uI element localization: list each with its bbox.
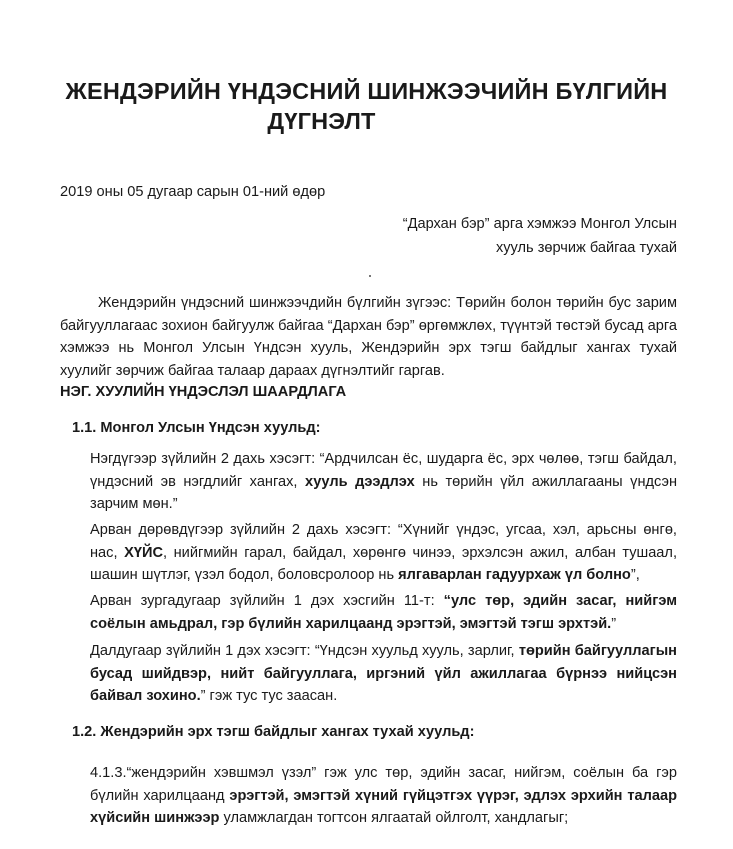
section-1-heading: НЭГ. ХУУЛИЙН ҮНДЭСЛЭЛ ШААРДЛАГА [60, 384, 347, 400]
q1-text-a: Нэгдүгээр зүйлийн 2 дахь хэсэгт: “Ардчилсан ёс, шударга ёс, эрх чөлөө, тэгш байдал, үндэсний эв нэгдлийг хангах, [90, 451, 677, 490]
constitution-article-1-quote [90, 448, 677, 516]
intro-paragraph: Жендэрийн үндэсний шинжээчдийн бүлгийн зүгээс: Төрийн болон төрийн бус зарим байгууллагаас зохион байгуулж байгаа “Дархан бэр” өргөмжлөх, түүнтэй төстэй бусад арга хэмжээ нь Монгол Улсын Үндсэн хууль, Жендэрийн эрх тэгш байдлыг хангах тухай хуулийг зөрчиж байгаа талаар дараах дүгнэлтийг гаргав. [60, 295, 677, 379]
title-line-1: ЖЕНДЭРИЙН ҮНДЭСНИЙ ШИНЖЭЭЧИЙН БҮЛГИЙН [65, 78, 668, 104]
document-title [0, 76, 733, 136]
document-subject [403, 212, 677, 260]
subject-line-1: “Дархан бэр” арга хэмжээ Монгол Улсын [402, 216, 677, 232]
q4-text-c: ” гэж тус тус заасан. [200, 688, 338, 704]
constitution-article-14-quote [90, 519, 677, 587]
q5-text-a: 4.1.3.“жендэрийн хэвшмэл үзэл” гэж улс төр, эдийн засаг, нийгэм, соёлын ба гэр бүлийн харилцаанд [90, 765, 677, 804]
title-line-2: ДҮГНЭЛТ [267, 108, 376, 134]
q5-bold: эрэгтэй, эмэгтэй хүний гүйцэтгэх үүрэг, эдлэх эрхийн талаар хүйсийн шинжээр [90, 787, 678, 826]
q3-bold-quote: “улс төр, эдийн засаг, нийгэм соёлын амьдрал, гэр бүлийн харилцаанд [90, 593, 677, 632]
q2-text-e: ”, [630, 567, 640, 583]
scan-speck [369, 275, 371, 277]
subsection-1-1-heading: 1.1. Монгол Улсын Үндсэн хуульд: [72, 420, 321, 436]
subject-line-2: хууль зөрчиж байгаа тухай [495, 240, 677, 256]
q3-text-a: Арван зургадугаар зүйлийн 1 дэх хэсгийн 11-т: [90, 593, 444, 609]
q1-bold: хууль дээдлэх [304, 473, 415, 490]
q2-bold-discrimination: ялгаварлан гадуурхаж үл болно [398, 567, 631, 583]
constitution-article-70-quote [90, 640, 677, 708]
constitution-article-16-quote [90, 590, 677, 635]
q4-text-a: Далдугаар зүйлийн 1 дэх хэсэгт: “Үндсэн хуульд хууль, зарлиг, [90, 643, 519, 659]
q5-text-c: уламжлагдан тогтсон ялгаатай ойлголт, хандлагыг; [219, 810, 569, 826]
document-date: 2019 оны 05 дугаар сарын 01-ний өдөр [60, 184, 326, 200]
q4-bold: төрийн байгууллагын бусад шийдвэр, нийт байгууллага, иргэний үйл ажиллагаа бүрнээ нийцсэн байвал зохино. [90, 643, 677, 704]
gender-equality-law-quote [90, 762, 677, 830]
q3-text-d: ” [611, 615, 617, 632]
q2-text-c: , нийгмийн гарал, байдал, хөрөнгө чинээ, эрхэлсэн ажил, албан тушаал, шашин шүтлэг, үзэл бодол, боловсролоор нь [90, 544, 677, 583]
subsection-1-2-heading: 1.2. Жендэрийн эрх тэгш байдлыг хангах тухай хуульд: [72, 724, 475, 740]
q2-bold-gender: ХҮЙС [124, 544, 163, 561]
q2-text-a: Арван дөрөвдүгээр зүйлийн 2 дахь хэсэгт: “Хүнийг үндэс, угсаа, хэл, арьсны өнгө, нас, [90, 522, 677, 561]
q1-text-c: нь төрийн үйл ажиллагааны үндсэн зарчим мөн.” [90, 473, 678, 512]
q3-bold-equality: эрэгтэй, эмэгтэй тэгш эрхтэй. [396, 615, 612, 632]
